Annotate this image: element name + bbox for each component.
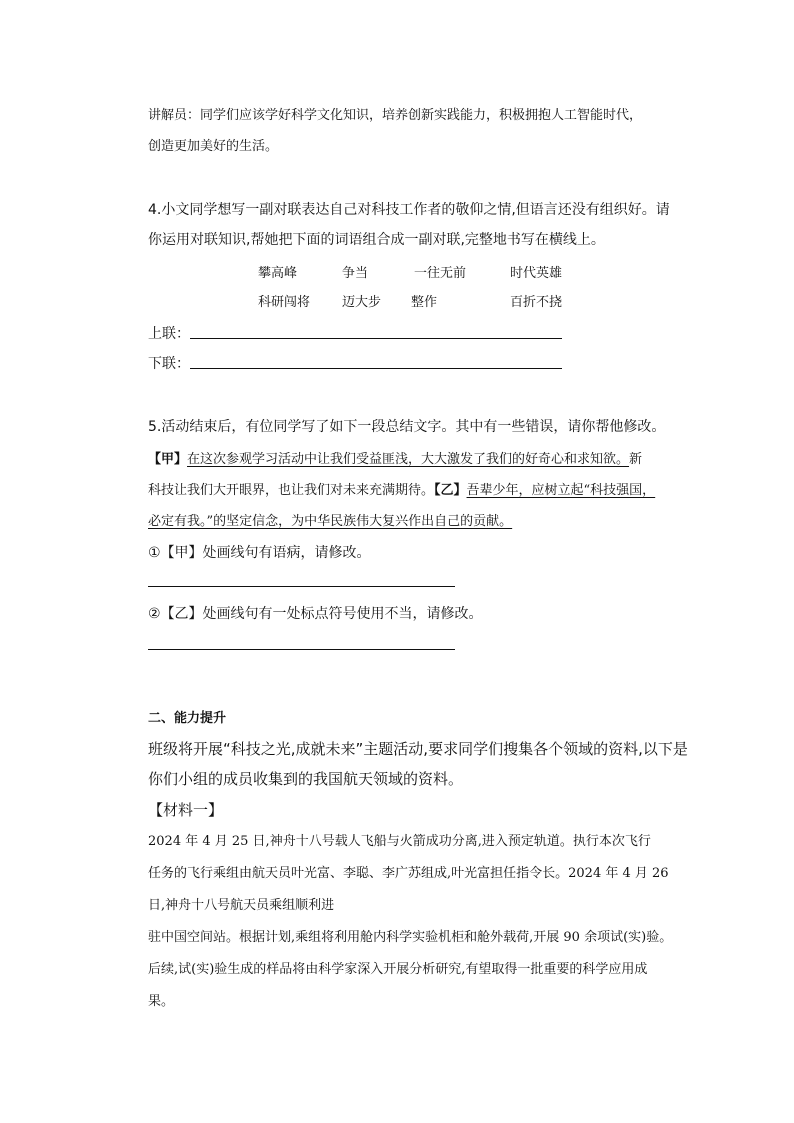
q5-prompt: 5.活动结束后，有位同学写了如下一段总结文字。其中有一些错误，请你帮他修改。	[148, 419, 666, 435]
material-one-line4: 驻中国空间站。根据计划,乘组将利用舱内科学实验机柜和舱外载荷,开展 90 余项试(实)验。	[148, 930, 673, 945]
jia-underlined-sentence: 在这次参观学习活动中让我们受益匪浅，大大激发了我们的好奇心和求知欲。	[187, 452, 630, 467]
word-bank-item: 整作	[411, 295, 438, 310]
q4-prompt-line1: 4.小文同学想写一副对联表达自己对科技工作者的敬仰之情,但语言还没有组织好。请	[148, 202, 670, 218]
upper-couplet-answer-line[interactable]	[190, 338, 562, 339]
q4-prompt-line2: 你运用对联知识,帮她把下面的词语组合成一副对联,完整地书写在横线上。	[148, 232, 605, 248]
material-one-line6: 果。	[148, 994, 175, 1009]
word-bank-item: 百折不挠	[510, 295, 563, 310]
passage-fragment: 新	[629, 452, 643, 467]
word-bank-item: 迈大步	[342, 295, 382, 310]
material-one-label: 【材料一】	[148, 801, 224, 819]
section2-intro-line2: 你们小组的成员收集到的我国航天领域的资料。	[148, 770, 464, 788]
q3-text-line2: 创造更加美好的生活。	[148, 139, 279, 154]
word-bank-item: 争当	[342, 266, 369, 281]
material-one-line3: 日,神舟十八号航天员乘组顺利进	[148, 898, 335, 913]
material-one-line1: 2024 年 4 月 25 日,神舟十八号载人飞船与火箭成功分离,进入预定轨道。执行本次飞行	[148, 834, 651, 849]
passage-fragment: 科技让我们大开眼界，也让我们对未来充满期待。	[148, 483, 435, 498]
yi-underlined-sentence-part1: 吾辈少年，应树立起“科技强国，	[466, 483, 656, 498]
lower-couplet-label: 下联：	[148, 356, 190, 372]
lower-couplet-answer-line[interactable]	[190, 368, 562, 369]
word-bank-item: 攀高峰	[258, 266, 298, 281]
jia-tag: 【甲】	[148, 452, 188, 467]
material-one-line2: 任务的飞行乘组由航天员叶光富、李聪、李广苏组成,叶光富担任指令长。2024 年 4 月 26	[148, 866, 669, 881]
word-bank-item: 时代英雄	[510, 266, 563, 281]
q3-text-line1: 讲解员：同学们应该学好科学文化知识，培养创新实践能力，积极拥抱人工智能时代，	[148, 108, 643, 123]
material-one-line5: 后续,试(实)验生成的样品将由科学家深入开展分析研究,有望取得一批重要的科学应用成	[148, 962, 648, 977]
subquestion-2-answer-line[interactable]	[148, 649, 455, 650]
word-bank-item: 科研闯将	[258, 295, 311, 310]
q5-passage-line2	[148, 479, 655, 498]
word-bank-item: 一往无前	[414, 266, 467, 281]
upper-couplet-label: 上联：	[148, 326, 190, 342]
subquestion-1-answer-line[interactable]	[148, 586, 455, 587]
q5-subquestion-2: ②【乙】处画线句有一处标点符号使用不当，请修改。	[148, 606, 483, 622]
section2-heading: 二、能力提升	[148, 711, 227, 726]
yi-tag: 【乙】	[434, 483, 467, 498]
q5-subquestion-1: ①【甲】处画线句有语病，请修改。	[148, 545, 371, 561]
section2-intro-line1: 班级将开展“科技之光,成就未来”主题活动,要求同学们搜集各个领域的资料,以下是	[148, 740, 688, 758]
q5-passage-line1	[148, 448, 642, 467]
yi-underlined-sentence-part2: 必定有我。”的坚定信念，为中华民族伟大复兴作出自己的贡献。	[148, 514, 513, 529]
q5-passage-line3	[148, 510, 512, 529]
